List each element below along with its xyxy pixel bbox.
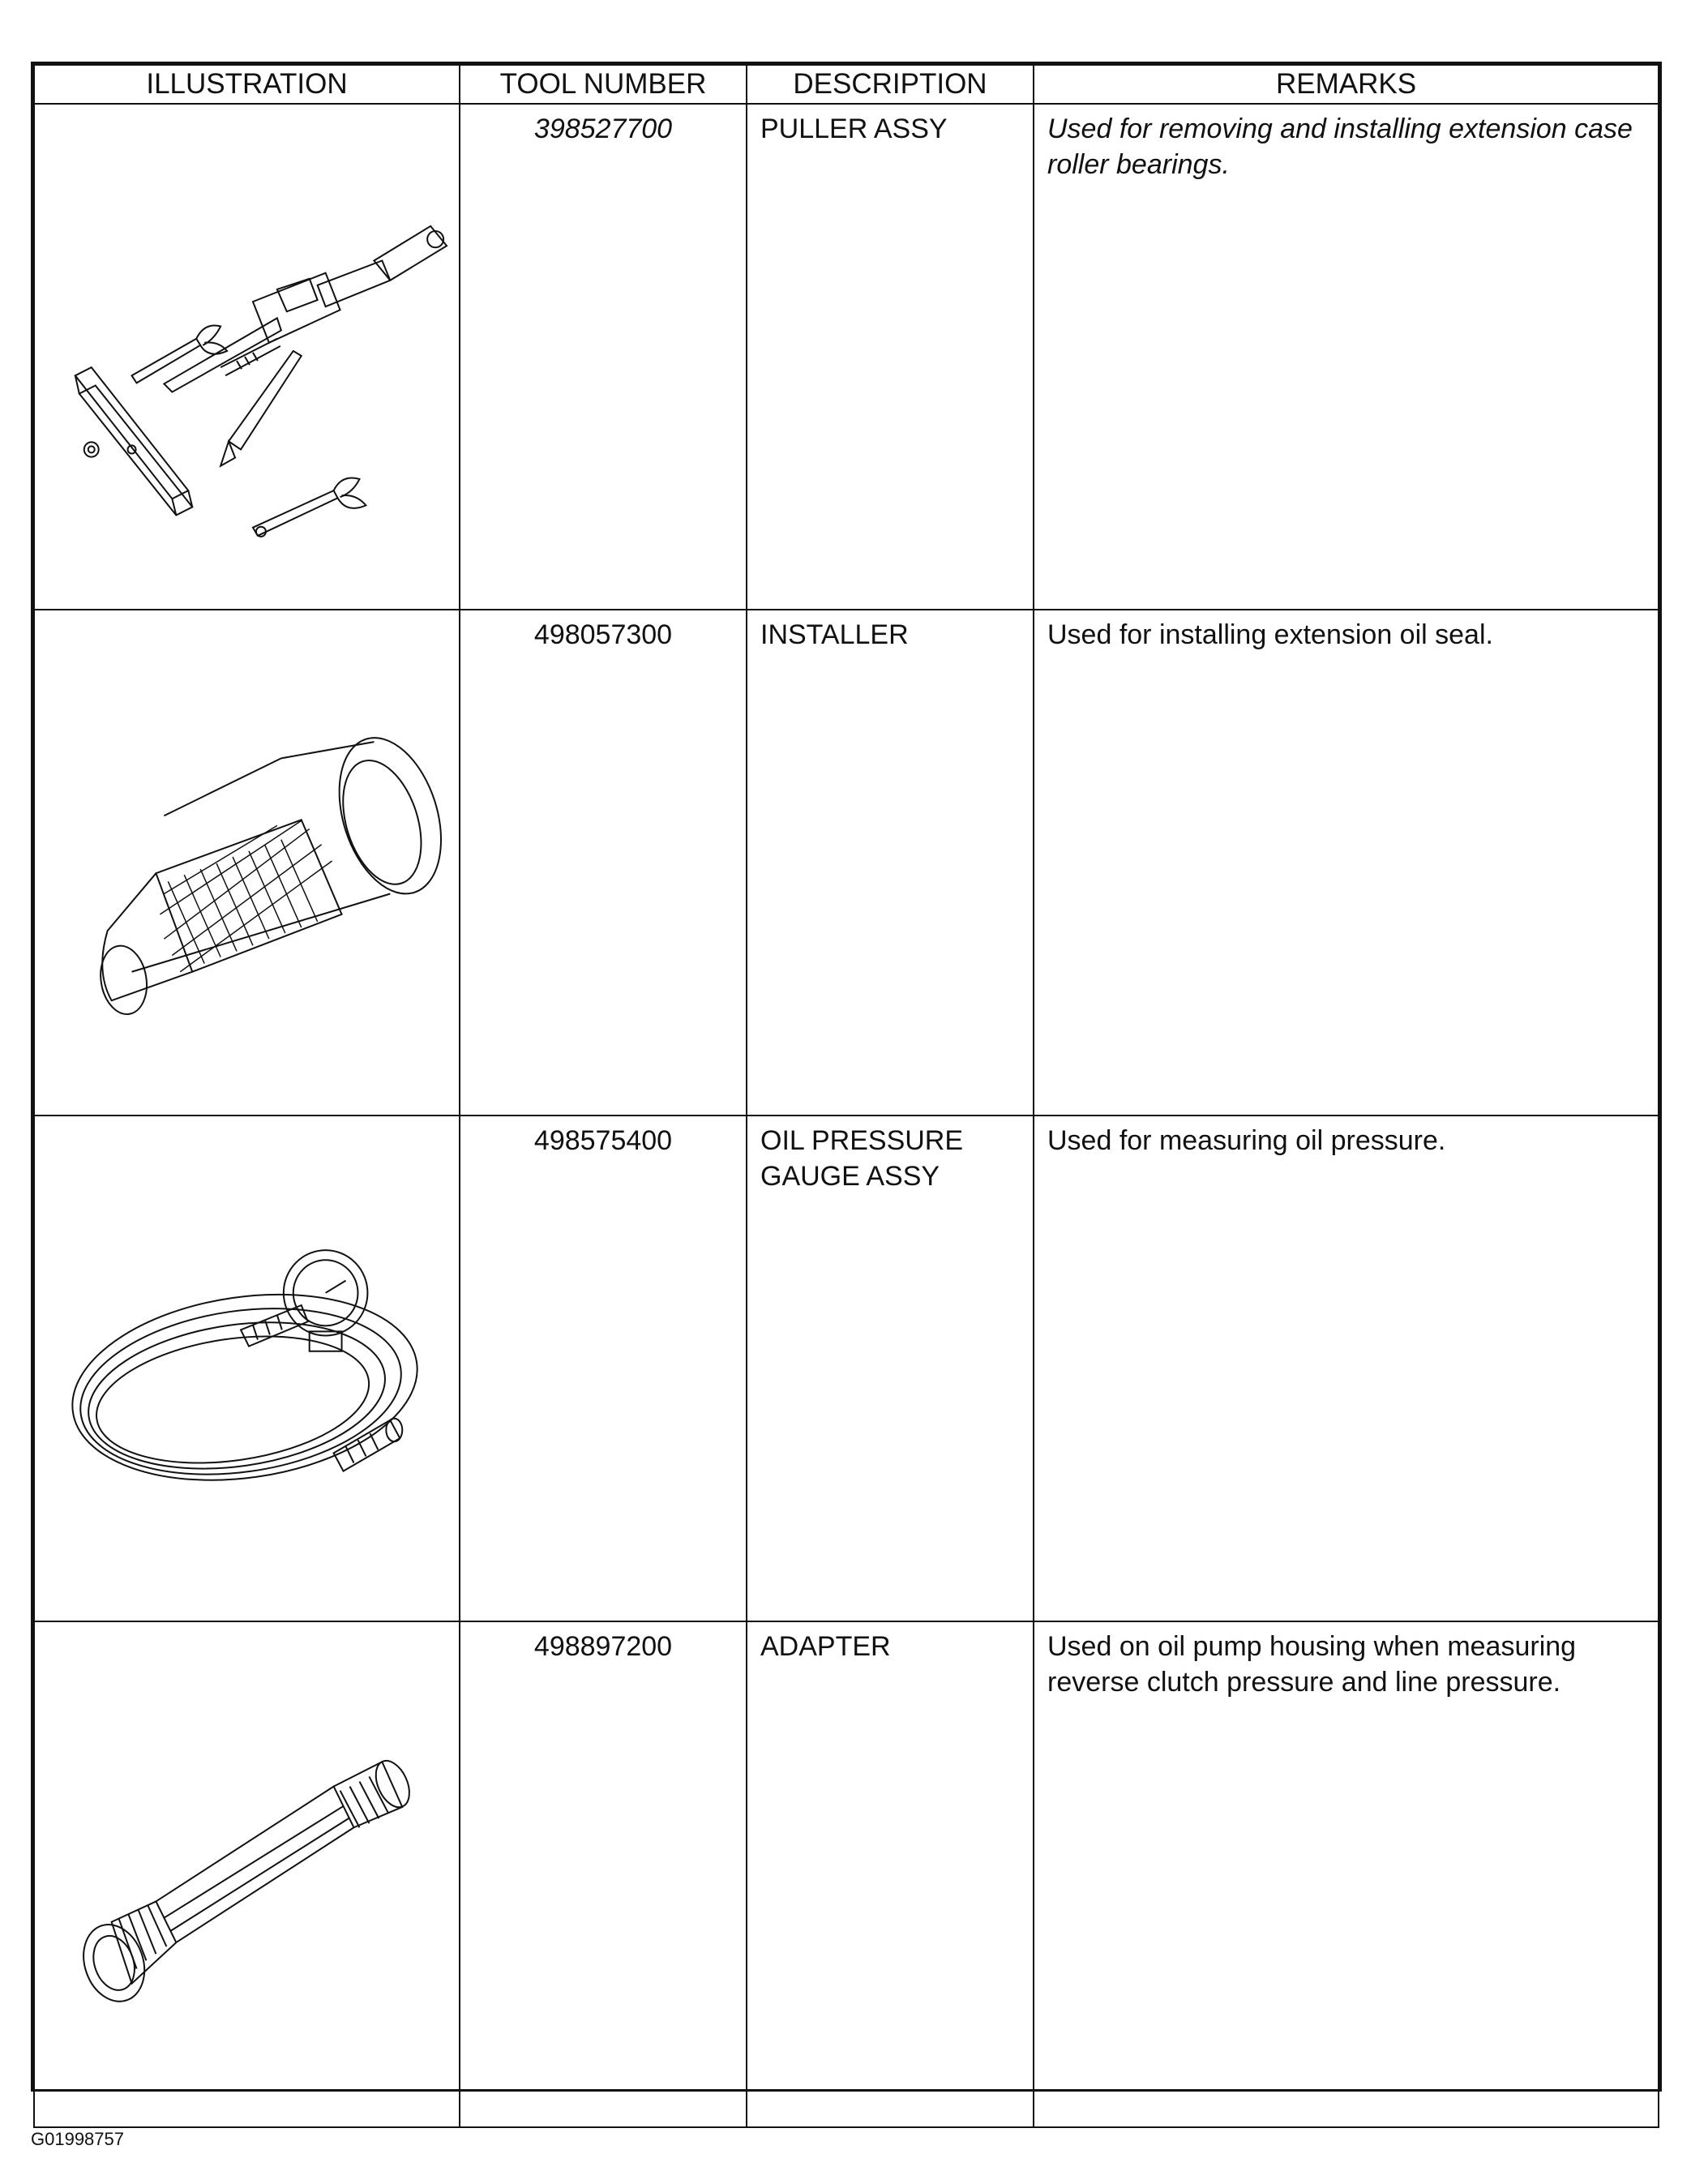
tool-number-cell: 498575400 bbox=[460, 1116, 747, 1621]
special-tools-table bbox=[33, 64, 1659, 2128]
illustration-cell bbox=[34, 1116, 460, 1621]
description-cell: ADAPTER bbox=[747, 1621, 1034, 2127]
table-row bbox=[34, 104, 1659, 610]
table-header-row bbox=[34, 65, 1659, 104]
figure-code: G01998757 bbox=[31, 2129, 124, 2149]
tool-number-cell: 498897200 bbox=[460, 1621, 747, 2127]
adapter-icon bbox=[35, 1622, 459, 2126]
remarks-cell: Used for measuring oil pressure. bbox=[1034, 1116, 1659, 1621]
header-tool-number: TOOL NUMBER bbox=[460, 65, 747, 104]
description-cell: INSTALLER bbox=[747, 610, 1034, 1116]
special-tools-table-frame bbox=[31, 62, 1662, 2092]
header-description: DESCRIPTION bbox=[747, 65, 1034, 104]
installer-icon bbox=[35, 610, 459, 1115]
illustration-cell bbox=[34, 104, 460, 610]
table-row bbox=[34, 1116, 1659, 1621]
tool-number-cell: 498057300 bbox=[460, 610, 747, 1116]
puller-assy-icon bbox=[35, 105, 459, 609]
tool-number-cell: 398527700 bbox=[460, 104, 747, 610]
illustration-cell bbox=[34, 610, 460, 1116]
remarks-cell: Used for removing and installing extension case roller bearings. bbox=[1034, 104, 1659, 610]
oil-pressure-gauge-icon bbox=[35, 1116, 459, 1621]
illustration-cell bbox=[34, 1621, 460, 2127]
remarks-cell: Used for installing extension oil seal. bbox=[1034, 610, 1659, 1116]
header-illustration: ILLUSTRATION bbox=[34, 65, 460, 104]
table-row bbox=[34, 610, 1659, 1116]
description-cell: OIL PRESSURE GAUGE ASSY bbox=[747, 1116, 1034, 1621]
remarks-cell: Used on oil pump housing when measuring reverse clutch pressure and line pressure. bbox=[1034, 1621, 1659, 2127]
header-remarks: REMARKS bbox=[1034, 65, 1659, 104]
description-cell: PULLER ASSY bbox=[747, 104, 1034, 610]
table-row bbox=[34, 1621, 1659, 2127]
